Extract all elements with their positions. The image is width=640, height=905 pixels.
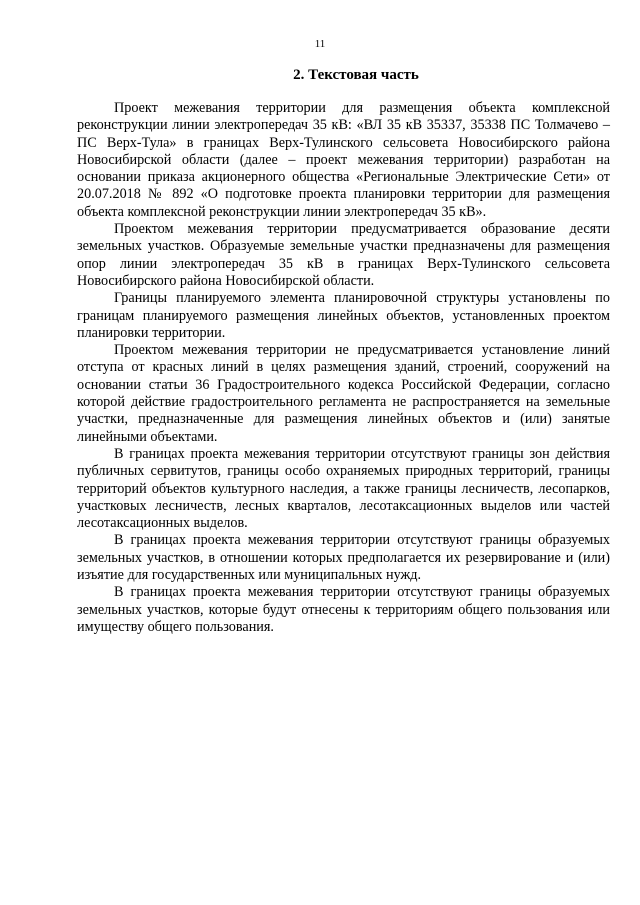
paragraph-setback-lines: Проектом межевания территории не предусматривается установление линий отступа от красных линий в целях размещения зданий, строений, сооружений на основании статьи 36 Градостроительного кодекса Российской Федерации, согласно которой действие градостроительного регламента не распространяется на земельные участки, предназначенные для размещения линейных объектов и (или) занятые линейными объектами. bbox=[77, 342, 610, 445]
paragraph-reservation: В границах проекта межевания территории отсутствуют границы образуемых земельных участков, в отношении которых предполагается их резервирование и (или) изъятие для государственных или муниципальных нужд. bbox=[77, 532, 610, 584]
section-title: 2. Текстовая часть bbox=[293, 67, 419, 83]
paragraph-public-use: В границах проекта межевания территории отсутствуют границы образуемых земельных участков, которые будут отнесены к территориям общего пользования или имуществу общего пользования. bbox=[77, 584, 610, 635]
page-number: 11 bbox=[314, 38, 326, 50]
paragraph-project-basis: Проект межевания территории для размещения объекта комплексной реконструкции линии электропередач 35 кВ: «ВЛ 35 кВ 35337, 35338 ПС Толмачево – ПС Верх-Тула» в границах Верх-Тулинского сельсовета Новосибирского района Новосибирской области (далее – проект межевания территории) разработан на основании приказа акционерного общества «Региональные Электрические Сети» от 20.07.2018 № 892 «О подготовке проекта планировки территории для размещения объекта комплексной реконструкции линии электропередач 35 кВ». bbox=[77, 100, 610, 220]
paragraph-land-plots: Проектом межевания территории предусматривается образование десяти земельных участков. Образуемые земельные участки предназначены для размещения опор линии электропередач 35 кВ в границах Верх-Тулинского сельсовета Новосибирского района Новосибирской области. bbox=[77, 221, 610, 289]
document-body bbox=[77, 100, 610, 636]
paragraph-planning-boundaries: Границы планируемого элемента планировочной структуры установлены по границам планируемого размещения линейных объектов, установленных проектом планировки территории. bbox=[77, 290, 610, 341]
paragraph-absent-zones: В границах проекта межевания территории отсутствуют границы зон действия публичных сервитутов, границы особо охраняемых природных территорий, границы территорий объектов культурного наследия, а также границы лесничеств, лесопарков, участковых лесничеств, лесных кварталов, лесотаксационных выделов или частей лесотаксационных выделов. bbox=[77, 445, 610, 532]
